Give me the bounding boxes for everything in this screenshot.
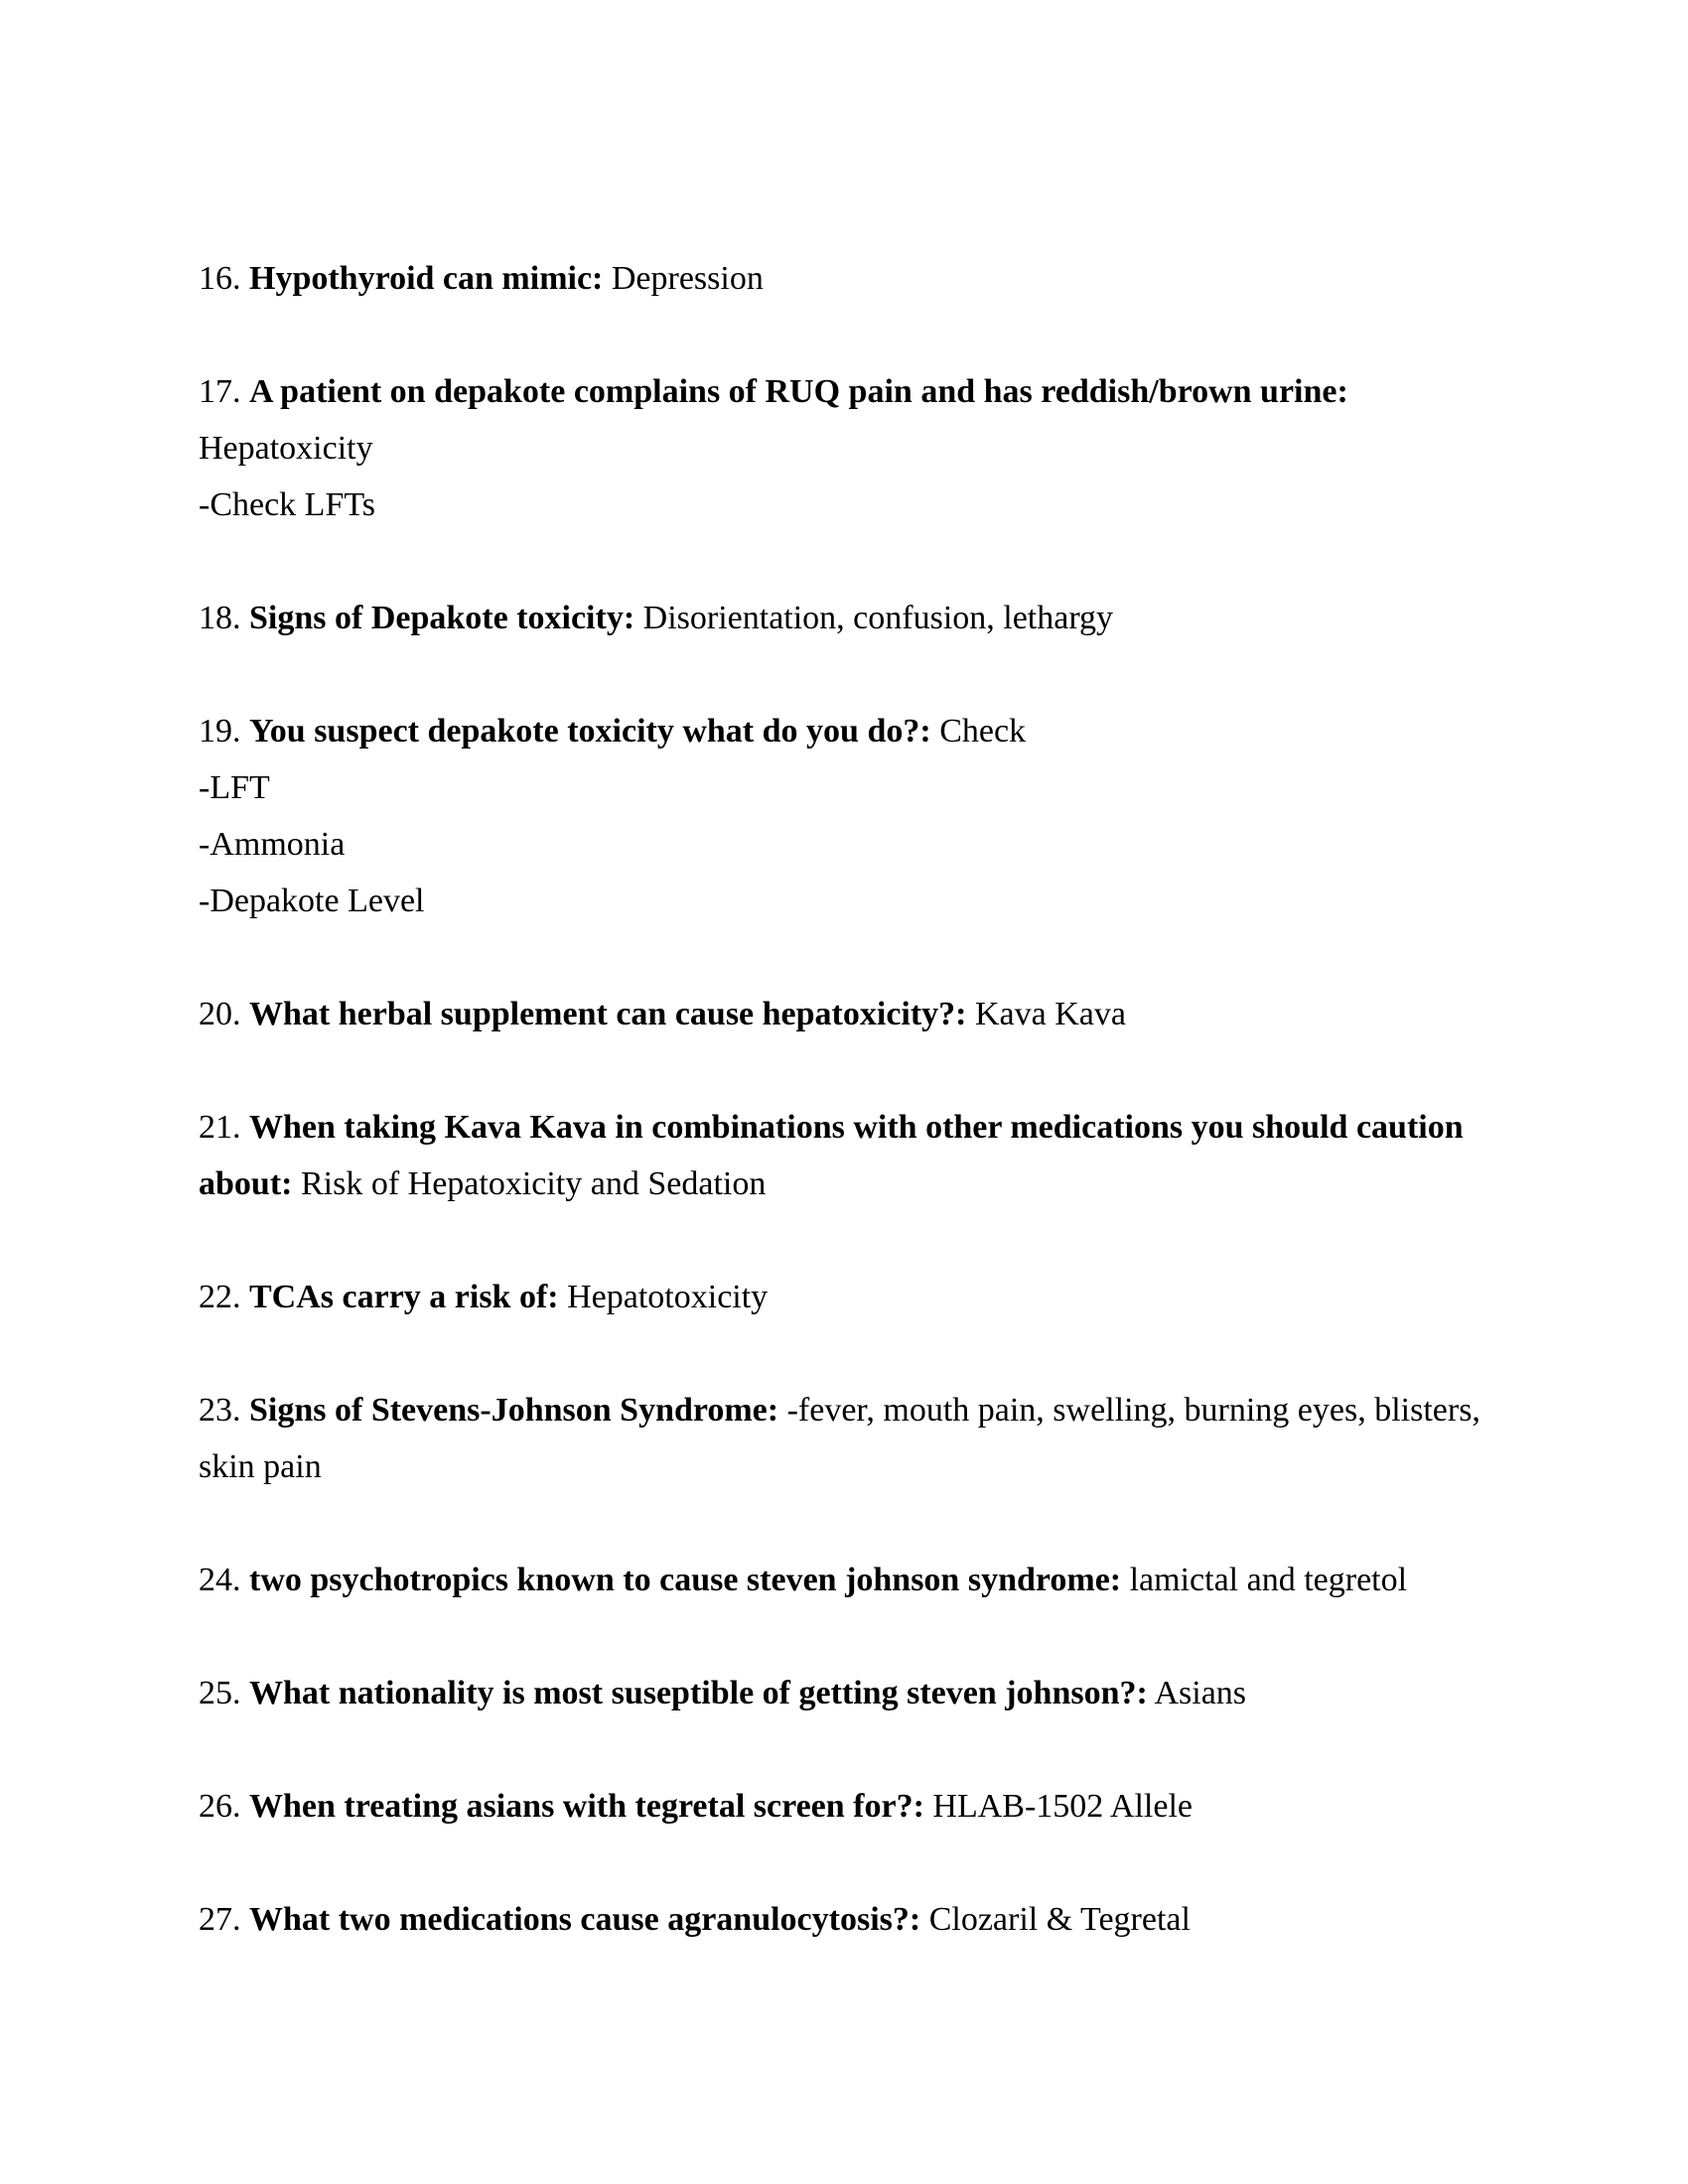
qa-item-22 xyxy=(199,1269,1489,1325)
qa-item-27 xyxy=(199,1891,1489,1948)
question-text: TCAs carry a risk of: xyxy=(249,1279,559,1315)
qa-item-16 xyxy=(199,250,1489,307)
answer-text: Hepatotoxicity xyxy=(567,1279,769,1315)
item-number: 24. xyxy=(199,1562,241,1598)
qa-item-25 xyxy=(199,1665,1489,1721)
answer-line: Hepatoxicity xyxy=(199,430,373,467)
answer-text: Disorientation, confusion, lethargy xyxy=(642,600,1114,636)
item-number: 26. xyxy=(199,1788,241,1825)
item-number: 17. xyxy=(199,373,241,410)
answer-text: Risk of Hepatoxicity and Sedation xyxy=(300,1165,767,1202)
answer-text: lamictal and tegretol xyxy=(1129,1562,1408,1598)
answer-line: -Check LFTs xyxy=(199,486,375,523)
question-text: Hypothyroid can mimic: xyxy=(249,260,604,297)
question-text: Signs of Stevens-Johnson Syndrome: xyxy=(249,1392,779,1429)
item-number: 18. xyxy=(199,600,241,636)
qa-item-23 xyxy=(199,1382,1489,1495)
question-text: A patient on depakote complains of RUQ pain and has reddish/brown urine: xyxy=(249,373,1348,410)
item-number: 19. xyxy=(199,713,241,750)
qa-item-24 xyxy=(199,1552,1489,1608)
answer-text: Check xyxy=(939,713,1027,750)
item-number: 21. xyxy=(199,1109,241,1146)
qa-item-18 xyxy=(199,590,1489,646)
question-text: two psychotropics known to cause steven johnson syndrome: xyxy=(249,1562,1122,1598)
item-number: 23. xyxy=(199,1392,241,1429)
qa-item-17 xyxy=(199,363,1489,533)
answer-text: -fever, mouth pain, swelling, burning eyes, blisters, skin pain xyxy=(199,1392,1480,1485)
qa-item-20 xyxy=(199,986,1489,1042)
answer-text: Depression xyxy=(611,260,764,297)
answer-text: Asians xyxy=(1154,1675,1247,1711)
question-text: What herbal supplement can cause hepatoxicity?: xyxy=(249,996,967,1032)
question-text: When taking Kava Kava in combinations with other medications you should caution about: xyxy=(199,1109,1464,1202)
item-number: 27. xyxy=(199,1901,241,1938)
qa-item-26 xyxy=(199,1778,1489,1835)
qa-item-19 xyxy=(199,703,1489,929)
item-number: 16. xyxy=(199,260,241,297)
question-text: You suspect depakote toxicity what do you do?: xyxy=(249,713,931,750)
answer-text: Clozaril & Tegretal xyxy=(928,1901,1191,1938)
answer-text: Kava Kava xyxy=(975,996,1126,1032)
document-page xyxy=(199,250,1489,2004)
qa-item-21 xyxy=(199,1099,1489,1212)
question-text: Signs of Depakote toxicity: xyxy=(249,600,635,636)
question-text: When treating asians with tegretal screen for?: xyxy=(249,1788,924,1825)
answer-line: -Ammonia xyxy=(199,826,346,863)
item-number: 20. xyxy=(199,996,241,1032)
answer-text: HLAB-1502 Allele xyxy=(932,1788,1193,1825)
answer-line: -Depakote Level xyxy=(199,883,425,919)
item-number: 22. xyxy=(199,1279,241,1315)
question-text: What two medications cause agranulocytosis?: xyxy=(249,1901,921,1938)
question-text: What nationality is most suseptible of getting steven johnson?: xyxy=(249,1675,1148,1711)
answer-line: -LFT xyxy=(199,769,270,806)
item-number: 25. xyxy=(199,1675,241,1711)
